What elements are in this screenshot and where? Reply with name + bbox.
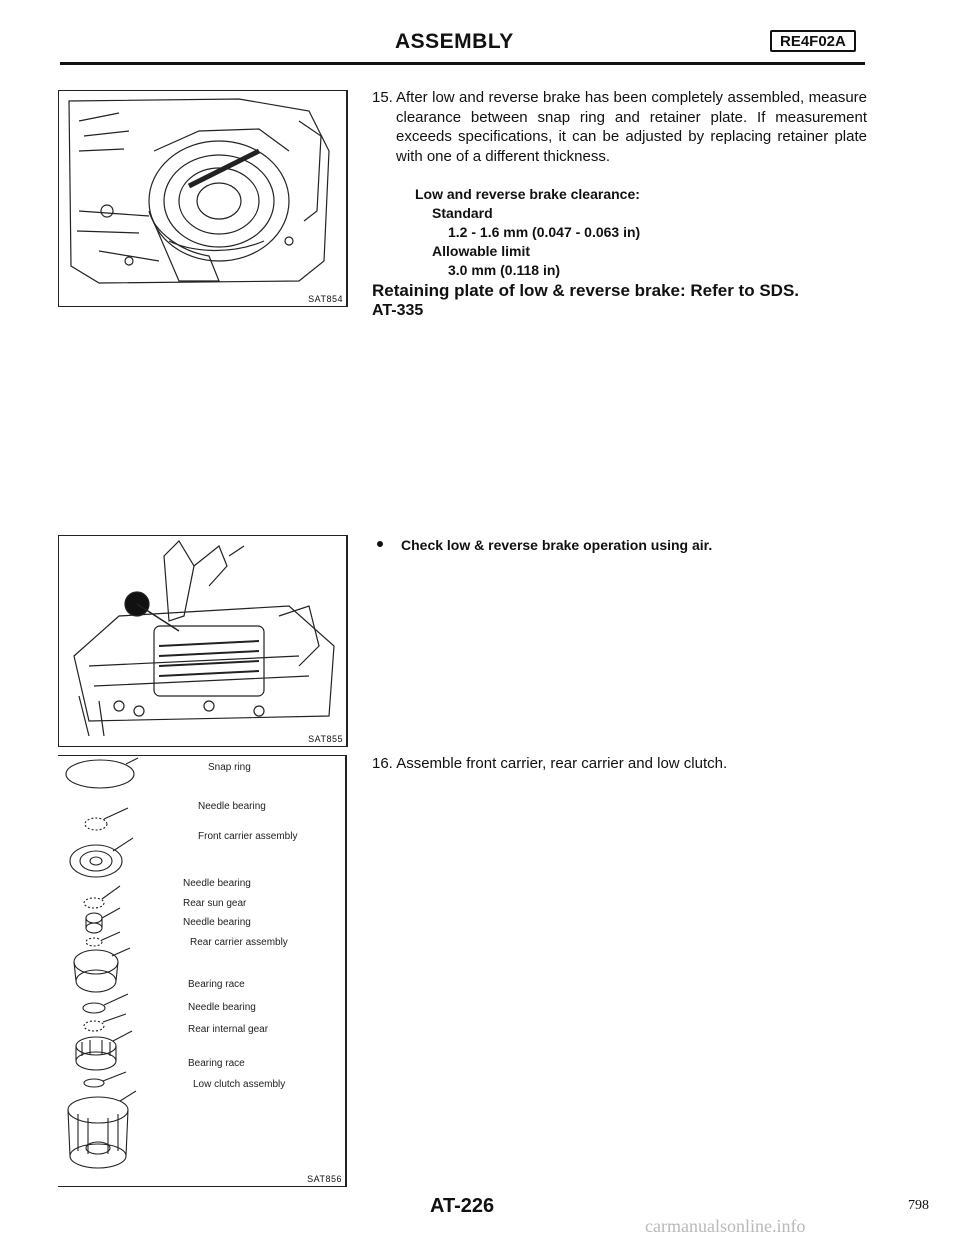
part-label: Front carrier assembly bbox=[198, 831, 298, 842]
part-label: Rear internal gear bbox=[188, 1024, 269, 1035]
part-label: Needle bearing bbox=[188, 1002, 256, 1013]
step-15-paragraph bbox=[372, 88, 867, 166]
spec-standard-value: 1.2 - 1.6 mm (0.047 - 0.063 in) bbox=[448, 224, 641, 240]
bullet-text: Check low & reverse brake operation using air. bbox=[401, 537, 713, 553]
step-text: After low and reverse brake has been completely assembled, measure clearance between snap ring and retainer plate. If measurement exceeds specifications, it can be adjusted by replacing retainer plate with one of a different thickness. bbox=[396, 89, 867, 165]
figure-exploded-parts bbox=[58, 755, 347, 1187]
retaining-plate-note: Retaining plate of low & reverse brake: Refer to SDS. bbox=[372, 281, 800, 300]
model-code-badge: RE4F02A bbox=[770, 30, 856, 52]
spec-allowable-value: 3.0 mm (0.118 in) bbox=[448, 262, 561, 278]
air-check-illustration bbox=[59, 536, 346, 746]
check-operation-bullet bbox=[377, 537, 712, 553]
step-number: 15. bbox=[372, 89, 393, 106]
part-label: Needle bearing bbox=[183, 878, 251, 889]
page-number: AT-226 bbox=[430, 1195, 495, 1217]
clearance-measurement-illustration bbox=[59, 91, 346, 306]
figure-label: SAT854 bbox=[308, 294, 343, 304]
part-label: Bearing race bbox=[188, 1058, 245, 1069]
part-label: Needle bearing bbox=[183, 917, 251, 928]
spec-standard-label: Standard bbox=[432, 205, 493, 221]
sheet-number: 798 bbox=[908, 1198, 929, 1213]
header-divider bbox=[60, 62, 865, 65]
bullet-icon bbox=[377, 541, 383, 547]
watermark: carmanualsonline.info bbox=[645, 1216, 806, 1236]
part-label: Bearing race bbox=[188, 979, 245, 990]
part-label: Needle bearing bbox=[198, 801, 266, 812]
step-16-paragraph: 16. Assemble front carrier, rear carrier and low clutch. bbox=[372, 755, 728, 772]
page-reference: AT-335 bbox=[372, 302, 424, 319]
part-label: Low clutch assembly bbox=[193, 1079, 286, 1090]
spec-allowable-label: Allowable limit bbox=[432, 243, 531, 259]
figure-clearance-measurement bbox=[58, 90, 348, 307]
part-label: Rear sun gear bbox=[183, 898, 247, 909]
exploded-parts-illustration bbox=[58, 756, 345, 1186]
figure-air-check bbox=[58, 535, 348, 747]
spec-title: Low and reverse brake clearance: bbox=[415, 186, 640, 202]
figure-label: SAT856 bbox=[307, 1174, 342, 1184]
part-label: Snap ring bbox=[208, 762, 251, 773]
part-label: Rear carrier assembly bbox=[190, 937, 288, 948]
figure-label: SAT855 bbox=[308, 734, 343, 744]
page-title: ASSEMBLY bbox=[395, 30, 514, 53]
